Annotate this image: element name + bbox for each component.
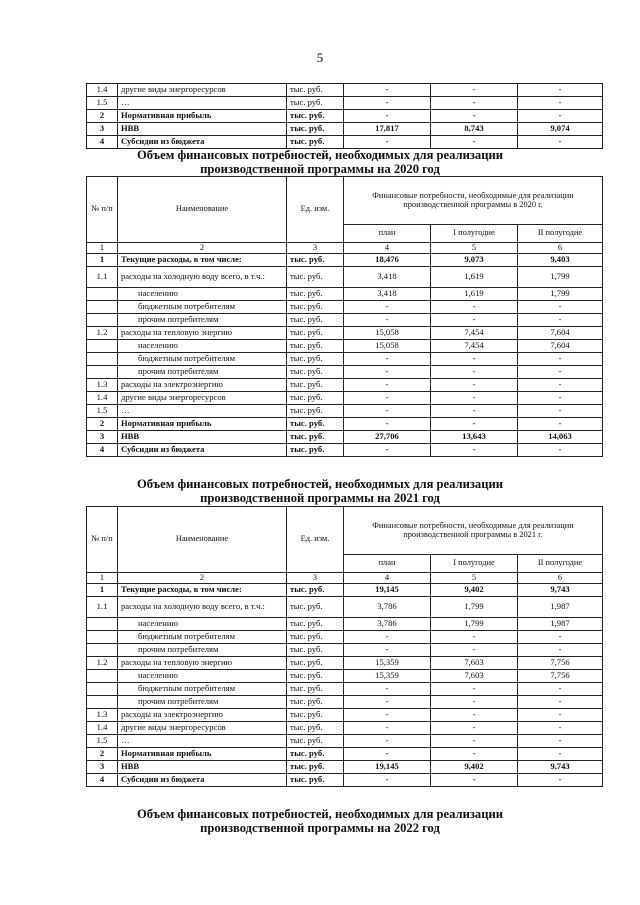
row-number-cell: 3 xyxy=(87,123,118,136)
row-number-cell: 1.2 xyxy=(87,657,118,670)
row-h1-cell: - xyxy=(431,314,518,327)
section-2022-title-line1: Объем финансовых потребностей, необходимых для реализации xyxy=(137,807,503,821)
header-unit: Ед. изм. xyxy=(287,507,344,573)
row-plan-cell: 15,058 xyxy=(344,327,431,340)
row-h2-cell: 1,799 xyxy=(518,267,603,288)
row-name-cell: НВВ xyxy=(118,431,287,444)
row-h2-cell: - xyxy=(518,392,603,405)
row-plan-cell: 15,359 xyxy=(344,670,431,683)
row-plan-cell: - xyxy=(344,366,431,379)
row-plan-cell: - xyxy=(344,301,431,314)
row-name-cell: прочим потребителям xyxy=(118,314,287,327)
row-name-cell: Текущие расходы, в том числе: xyxy=(118,254,287,267)
row-name-cell: Текущие расходы, в том числе: xyxy=(118,584,287,597)
table-2021-body xyxy=(87,584,603,787)
table-row xyxy=(87,254,603,267)
row-number-cell xyxy=(87,288,118,301)
table-row xyxy=(87,748,603,761)
row-plan-cell: 3,418 xyxy=(344,267,431,288)
row-number-cell: 3 xyxy=(87,761,118,774)
row-plan-cell: 3,786 xyxy=(344,597,431,618)
table-row xyxy=(87,366,603,379)
row-h2-cell: - xyxy=(518,84,603,97)
row-unit-cell: тыс. руб. xyxy=(287,748,344,761)
row-unit-cell: тыс. руб. xyxy=(287,431,344,444)
row-unit-cell: тыс. руб. xyxy=(287,254,344,267)
row-h2-cell: 7,756 xyxy=(518,657,603,670)
row-number-cell: 4 xyxy=(87,136,118,149)
row-number-cell: 1.3 xyxy=(87,709,118,722)
row-unit-cell: тыс. руб. xyxy=(287,123,344,136)
table-row xyxy=(87,392,603,405)
header-plan: план xyxy=(344,555,431,573)
table-row xyxy=(87,314,603,327)
row-number-cell: 4 xyxy=(87,774,118,787)
row-name-cell: расходы на электроэнергию xyxy=(118,379,287,392)
row-name-cell: бюджетным потребителям xyxy=(118,301,287,314)
row-unit-cell: тыс. руб. xyxy=(287,774,344,787)
row-unit-cell: тыс. руб. xyxy=(287,683,344,696)
col-number-1: 1 xyxy=(87,243,118,254)
row-plan-cell: - xyxy=(344,444,431,457)
row-h1-cell: - xyxy=(431,644,518,657)
row-name-cell: населению xyxy=(118,340,287,353)
row-h1-cell: - xyxy=(431,774,518,787)
table-row xyxy=(87,418,603,431)
table-row xyxy=(87,644,603,657)
row-h1-cell: - xyxy=(431,353,518,366)
row-number-cell xyxy=(87,353,118,366)
header-plan: план xyxy=(344,225,431,243)
row-h2-cell: - xyxy=(518,110,603,123)
row-h1-cell: - xyxy=(431,301,518,314)
table-row xyxy=(87,136,603,149)
table-row xyxy=(87,696,603,709)
row-number-cell: 4 xyxy=(87,444,118,457)
table-row xyxy=(87,327,603,340)
row-name-cell: расходы на тепловую энергию xyxy=(118,327,287,340)
row-unit-cell: тыс. руб. xyxy=(287,353,344,366)
table-2020-body xyxy=(87,254,603,457)
row-name-cell: расходы на холодную воду всего, в т.ч.: xyxy=(118,597,287,618)
row-number-cell: 2 xyxy=(87,748,118,761)
row-unit-cell: тыс. руб. xyxy=(287,735,344,748)
table-row xyxy=(87,340,603,353)
row-unit-cell: тыс. руб. xyxy=(287,301,344,314)
table-row xyxy=(87,431,603,444)
row-unit-cell: тыс. руб. xyxy=(287,392,344,405)
row-h2-cell: 9,743 xyxy=(518,761,603,774)
row-h2-cell: 7,604 xyxy=(518,340,603,353)
row-plan-cell: - xyxy=(344,379,431,392)
row-h1-cell: - xyxy=(431,418,518,431)
row-number-cell xyxy=(87,631,118,644)
row-h2-cell: 7,756 xyxy=(518,670,603,683)
row-number-cell: 2 xyxy=(87,418,118,431)
row-number-cell xyxy=(87,366,118,379)
row-plan-cell: - xyxy=(344,774,431,787)
row-unit-cell: тыс. руб. xyxy=(287,644,344,657)
row-h1-cell: 7,454 xyxy=(431,340,518,353)
row-name-cell: … xyxy=(118,405,287,418)
section-2020-title-line1: Объем финансовых потребностей, необходимых для реализации xyxy=(137,148,503,162)
table-row xyxy=(87,84,603,97)
table-row xyxy=(87,301,603,314)
table-row xyxy=(87,288,603,301)
table-row xyxy=(87,631,603,644)
section-2022-title xyxy=(0,807,640,835)
row-plan-cell: 15,058 xyxy=(344,340,431,353)
row-h1-cell: 7,603 xyxy=(431,670,518,683)
row-plan-cell: - xyxy=(344,405,431,418)
row-name-cell: другие виды энергоресурсов xyxy=(118,84,287,97)
row-number-cell xyxy=(87,618,118,631)
col-number-4: 4 xyxy=(344,573,431,584)
row-unit-cell: тыс. руб. xyxy=(287,366,344,379)
header-name: Наименование xyxy=(118,177,287,243)
row-unit-cell: тыс. руб. xyxy=(287,314,344,327)
row-h1-cell: - xyxy=(431,405,518,418)
row-unit-cell: тыс. руб. xyxy=(287,444,344,457)
row-unit-cell: тыс. руб. xyxy=(287,97,344,110)
top-continuation-table xyxy=(86,83,603,149)
table-row xyxy=(87,597,603,618)
table-row xyxy=(87,353,603,366)
row-plan-cell: 3,786 xyxy=(344,618,431,631)
col-number-5: 5 xyxy=(431,243,518,254)
row-number-cell: 1.1 xyxy=(87,267,118,288)
row-h2-cell: 1,987 xyxy=(518,618,603,631)
col-number-3: 3 xyxy=(287,573,344,584)
table-row xyxy=(87,774,603,787)
row-h2-cell: - xyxy=(518,722,603,735)
page-number: 5 xyxy=(316,50,324,65)
row-h1-cell: - xyxy=(431,735,518,748)
row-h2-cell: 14,063 xyxy=(518,431,603,444)
row-h2-cell: - xyxy=(518,631,603,644)
row-h2-cell: - xyxy=(518,379,603,392)
row-h1-cell: - xyxy=(431,379,518,392)
row-h1-cell: - xyxy=(431,709,518,722)
section-2022-title-line2: производственной программы на 2022 год xyxy=(200,821,440,835)
row-h1-cell: - xyxy=(431,97,518,110)
section-2020-title xyxy=(0,148,640,176)
col-number-3: 3 xyxy=(287,243,344,254)
header-h2: II полугодие xyxy=(518,555,603,573)
row-unit-cell: тыс. руб. xyxy=(287,379,344,392)
row-name-cell: прочим потребителям xyxy=(118,366,287,379)
row-h1-cell: 9,402 xyxy=(431,761,518,774)
row-h1-cell: - xyxy=(431,366,518,379)
row-h2-cell: 1,987 xyxy=(518,597,603,618)
table-row xyxy=(87,722,603,735)
section-2021-title-line2: производственной программы на 2021 год xyxy=(200,491,440,505)
row-h2-cell: - xyxy=(518,366,603,379)
row-h2-cell: 7,604 xyxy=(518,327,603,340)
table-row xyxy=(87,618,603,631)
row-plan-cell: - xyxy=(344,353,431,366)
row-h1-cell: - xyxy=(431,722,518,735)
row-name-cell: расходы на электроэнергию xyxy=(118,709,287,722)
row-number-cell xyxy=(87,644,118,657)
col-number-2: 2 xyxy=(118,243,287,254)
row-name-cell: Нормативная прибыль xyxy=(118,110,287,123)
row-h1-cell: 1,619 xyxy=(431,288,518,301)
row-h2-cell: - xyxy=(518,709,603,722)
row-h2-cell: - xyxy=(518,314,603,327)
row-number-cell: 1 xyxy=(87,254,118,267)
row-unit-cell: тыс. руб. xyxy=(287,84,344,97)
col-number-4: 4 xyxy=(344,243,431,254)
row-number-cell: 1.5 xyxy=(87,97,118,110)
row-number-cell: 1.4 xyxy=(87,84,118,97)
row-unit-cell: тыс. руб. xyxy=(287,761,344,774)
row-plan-cell: 3,418 xyxy=(344,288,431,301)
row-name-cell: другие виды энергоресурсов xyxy=(118,722,287,735)
row-number-cell: 3 xyxy=(87,431,118,444)
table-row xyxy=(87,683,603,696)
table-row xyxy=(87,97,603,110)
row-unit-cell: тыс. руб. xyxy=(287,670,344,683)
row-number-cell: 1.4 xyxy=(87,722,118,735)
row-unit-cell: тыс. руб. xyxy=(287,722,344,735)
col-number-6: 6 xyxy=(518,573,603,584)
row-h1-cell: - xyxy=(431,84,518,97)
row-plan-cell: - xyxy=(344,110,431,123)
row-name-cell: Нормативная прибыль xyxy=(118,748,287,761)
row-name-cell: бюджетным потребителям xyxy=(118,353,287,366)
row-h2-cell: - xyxy=(518,774,603,787)
header-group: Финансовые потребности, необходимые для реализации производственной программы в 2021 г. xyxy=(344,507,603,555)
row-h2-cell: - xyxy=(518,644,603,657)
row-plan-cell: 15,359 xyxy=(344,657,431,670)
row-plan-cell: 19,145 xyxy=(344,761,431,774)
row-h1-cell: 1,799 xyxy=(431,618,518,631)
row-h2-cell: - xyxy=(518,353,603,366)
row-plan-cell: - xyxy=(344,735,431,748)
row-number-cell xyxy=(87,340,118,353)
row-unit-cell: тыс. руб. xyxy=(287,597,344,618)
row-h2-cell: 1,799 xyxy=(518,288,603,301)
row-unit-cell: тыс. руб. xyxy=(287,327,344,340)
row-h1-cell: - xyxy=(431,631,518,644)
row-h2-cell: - xyxy=(518,136,603,149)
table-row xyxy=(87,405,603,418)
row-unit-cell: тыс. руб. xyxy=(287,631,344,644)
row-name-cell: населению xyxy=(118,670,287,683)
row-name-cell: бюджетным потребителям xyxy=(118,631,287,644)
row-unit-cell: тыс. руб. xyxy=(287,136,344,149)
row-h2-cell: - xyxy=(518,696,603,709)
row-h2-cell: 9,743 xyxy=(518,584,603,597)
table-2020-header xyxy=(87,177,603,254)
row-h1-cell: - xyxy=(431,136,518,149)
row-h1-cell: 8,743 xyxy=(431,123,518,136)
row-name-cell: расходы на холодную воду всего, в т.ч.: xyxy=(118,267,287,288)
row-plan-cell: - xyxy=(344,314,431,327)
row-h1-cell: 7,603 xyxy=(431,657,518,670)
row-unit-cell: тыс. руб. xyxy=(287,405,344,418)
row-h1-cell: - xyxy=(431,444,518,457)
row-h2-cell: - xyxy=(518,301,603,314)
header-num: № п/п xyxy=(87,507,118,573)
row-number-cell: 1 xyxy=(87,584,118,597)
row-h2-cell: 9,074 xyxy=(518,123,603,136)
row-name-cell: Нормативная прибыль xyxy=(118,418,287,431)
row-number-cell: 2 xyxy=(87,110,118,123)
table-row xyxy=(87,709,603,722)
row-h2-cell: - xyxy=(518,97,603,110)
row-unit-cell: тыс. руб. xyxy=(287,696,344,709)
header-h2: II полугодие xyxy=(518,225,603,243)
row-name-cell: Субсидии из бюджета xyxy=(118,444,287,457)
row-name-cell: НВВ xyxy=(118,123,287,136)
table-row xyxy=(87,735,603,748)
row-h2-cell: - xyxy=(518,444,603,457)
row-h2-cell: 9,403 xyxy=(518,254,603,267)
row-plan-cell: - xyxy=(344,84,431,97)
row-plan-cell: - xyxy=(344,97,431,110)
row-h1-cell: 1,799 xyxy=(431,597,518,618)
row-name-cell: НВВ xyxy=(118,761,287,774)
row-h2-cell: - xyxy=(518,683,603,696)
header-name: Наименование xyxy=(118,507,287,573)
row-name-cell: расходы на тепловую энергию xyxy=(118,657,287,670)
row-unit-cell: тыс. руб. xyxy=(287,267,344,288)
row-unit-cell: тыс. руб. xyxy=(287,110,344,123)
table-row xyxy=(87,761,603,774)
row-plan-cell: 27,706 xyxy=(344,431,431,444)
row-h1-cell: - xyxy=(431,748,518,761)
row-h2-cell: - xyxy=(518,418,603,431)
row-unit-cell: тыс. руб. xyxy=(287,584,344,597)
table-row xyxy=(87,110,603,123)
col-number-6: 6 xyxy=(518,243,603,254)
row-number-cell xyxy=(87,670,118,683)
col-number-2: 2 xyxy=(118,573,287,584)
row-number-cell: 1.5 xyxy=(87,735,118,748)
row-name-cell: … xyxy=(118,735,287,748)
row-h1-cell: 1,619 xyxy=(431,267,518,288)
row-h1-cell: - xyxy=(431,696,518,709)
row-h1-cell: - xyxy=(431,110,518,123)
row-name-cell: прочим потребителям xyxy=(118,644,287,657)
row-name-cell: населению xyxy=(118,618,287,631)
row-number-cell: 1.2 xyxy=(87,327,118,340)
table-row xyxy=(87,267,603,288)
row-plan-cell: - xyxy=(344,722,431,735)
header-unit: Ед. изм. xyxy=(287,177,344,243)
row-unit-cell: тыс. руб. xyxy=(287,618,344,631)
table-row xyxy=(87,123,603,136)
header-h1: I полугодие xyxy=(431,555,518,573)
table-2021 xyxy=(86,506,603,787)
row-number-cell xyxy=(87,301,118,314)
row-name-cell: Субсидии из бюджета xyxy=(118,774,287,787)
row-unit-cell: тыс. руб. xyxy=(287,288,344,301)
row-name-cell: населению xyxy=(118,288,287,301)
header-h1: I полугодие xyxy=(431,225,518,243)
row-h1-cell: 7,454 xyxy=(431,327,518,340)
row-plan-cell: - xyxy=(344,683,431,696)
row-unit-cell: тыс. руб. xyxy=(287,657,344,670)
table-row xyxy=(87,657,603,670)
col-number-1: 1 xyxy=(87,573,118,584)
table-2021-header xyxy=(87,507,603,584)
row-number-cell xyxy=(87,696,118,709)
row-number-cell: 1.5 xyxy=(87,405,118,418)
row-h1-cell: - xyxy=(431,683,518,696)
section-2020-title-line2: производственной программы на 2020 год xyxy=(200,162,440,176)
row-h2-cell: - xyxy=(518,735,603,748)
row-plan-cell: 17,817 xyxy=(344,123,431,136)
row-plan-cell: - xyxy=(344,644,431,657)
row-number-cell: 1.4 xyxy=(87,392,118,405)
header-num: № п/п xyxy=(87,177,118,243)
table-2020 xyxy=(86,176,603,457)
row-plan-cell: - xyxy=(344,631,431,644)
row-h1-cell: 9,402 xyxy=(431,584,518,597)
row-unit-cell: тыс. руб. xyxy=(287,340,344,353)
row-plan-cell: - xyxy=(344,748,431,761)
row-plan-cell: 18,476 xyxy=(344,254,431,267)
section-2021-title-line1: Объем финансовых потребностей, необходимых для реализации xyxy=(137,477,503,491)
table-row xyxy=(87,670,603,683)
row-h1-cell: 13,643 xyxy=(431,431,518,444)
top-table-body xyxy=(87,84,603,149)
row-h1-cell: 9,073 xyxy=(431,254,518,267)
row-name-cell: Субсидии из бюджета xyxy=(118,136,287,149)
row-name-cell: другие виды энергоресурсов xyxy=(118,392,287,405)
row-plan-cell: - xyxy=(344,392,431,405)
row-name-cell: … xyxy=(118,97,287,110)
row-number-cell xyxy=(87,314,118,327)
row-plan-cell: - xyxy=(344,418,431,431)
row-h1-cell: - xyxy=(431,392,518,405)
row-h2-cell: - xyxy=(518,748,603,761)
row-name-cell: бюджетным потребителям xyxy=(118,683,287,696)
row-plan-cell: 19,145 xyxy=(344,584,431,597)
col-number-5: 5 xyxy=(431,573,518,584)
row-number-cell: 1.1 xyxy=(87,597,118,618)
row-unit-cell: тыс. руб. xyxy=(287,418,344,431)
row-number-cell: 1.3 xyxy=(87,379,118,392)
section-2021-title xyxy=(0,477,640,505)
table-row xyxy=(87,444,603,457)
row-number-cell xyxy=(87,683,118,696)
row-plan-cell: - xyxy=(344,136,431,149)
row-h2-cell: - xyxy=(518,405,603,418)
table-row xyxy=(87,379,603,392)
row-plan-cell: - xyxy=(344,709,431,722)
row-plan-cell: - xyxy=(344,696,431,709)
row-name-cell: прочим потребителям xyxy=(118,696,287,709)
header-group: Финансовые потребности, необходимые для реализации производственной программы в 2020 г. xyxy=(344,177,603,225)
row-unit-cell: тыс. руб. xyxy=(287,709,344,722)
table-row xyxy=(87,584,603,597)
